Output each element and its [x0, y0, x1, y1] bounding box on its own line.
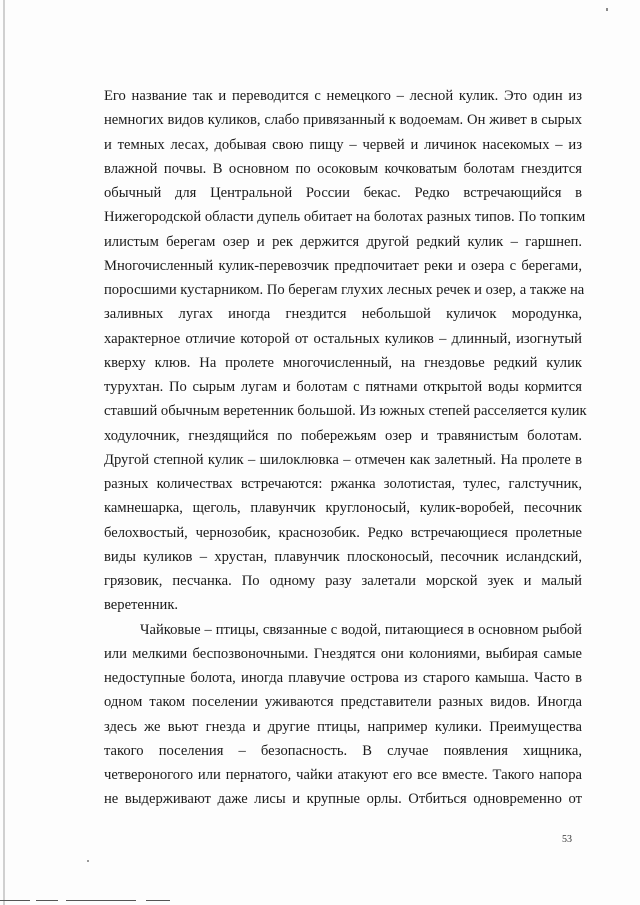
scan-speck: [87, 860, 89, 862]
text-line-paragraph-start: Чайковые – птицы, связанные с водой, питающиеся в основном рыбой: [140, 621, 582, 638]
text-line: обычный для Центральной России бекас. Редко встречающийся в: [104, 185, 582, 201]
body-text: [104, 84, 587, 812]
text-line: такого поселения – безопасность. В случае появления хищника,: [104, 742, 582, 759]
text-line: грязовик, песчанка. По одному разу залетали морской зуек и малый: [104, 573, 582, 589]
text-line-paragraph-end: веретенник.: [104, 597, 179, 614]
text-line: заливных лугах иногда гнездится небольшой куличок мородунка,: [104, 306, 582, 323]
text-line: илистым берегам озер и рек держится другой редкий кулик – гаршнеп.: [104, 233, 582, 250]
text-line: здесь же вьют гнезда и другие птицы, например кулики. Преимущества: [104, 718, 582, 735]
text-line: одном таком поселении уживаются представители разных видов. Иногда: [104, 694, 582, 711]
text-line: ставший обычным веретенник большой. Из южных степей расселяется кулик: [104, 403, 587, 420]
scan-edge-mark: [66, 900, 136, 901]
text-line: виды куликов – хрустан, плавунчик плосконосый, песочник исландский,: [104, 548, 582, 565]
text-line: характерное отличие которой от остальных куликов – длинный, изогнутый: [104, 330, 582, 347]
text-line: немногих видов куликов, слабо привязанный к водоемам. Он живет в сырых: [104, 112, 582, 129]
text-line: Другой степной кулик – шилоклювка – отмечен как залетный. На пролете в: [104, 451, 582, 468]
scan-edge-mark: [146, 900, 170, 901]
scan-edge-mark: [36, 900, 58, 901]
text-line: поросшими кустарником. По берегам глухих лесных речек и озер, а также на: [104, 282, 585, 298]
text-line: турухтан. По сырым лугам и болотам с пятнами открытой воды кормится: [104, 379, 582, 395]
text-line: четвероногого или пернатого, чайки атакуют его все вместе. Такого напора: [104, 767, 582, 783]
text-line: не выдерживают даже лисы и крупные орлы. Отбиться одновременно от: [104, 791, 582, 808]
text-line: недоступные болота, иногда плавучие острова из старого камыша. Часто в: [104, 670, 582, 686]
text-line: Его название так и переводится с немецкого – лесной кулик. Это один из: [104, 88, 582, 104]
page-number: 53: [562, 834, 572, 845]
text-line: камнешарка, щеголь, плавунчик круглоносый, кулик-воробей, песочник: [104, 500, 582, 517]
text-line: разных количествах встречаются: ржанка золотистая, тулес, галстучник,: [104, 476, 582, 492]
scan-edge-mark: [0, 900, 30, 901]
text-line: ходулочник, гнездящийся по побережьям озер и травянистым болотам.: [104, 427, 582, 444]
page-edge-shadow: [3, 0, 5, 905]
text-line: и темных лесах, добывая свою пищу – червей и личинок насекомых – из: [104, 136, 582, 153]
text-line: Нижегородской области дупель обитает на болотах разных типов. По топким: [104, 209, 586, 226]
text-line: или мелкими беспозвоночными. Гнездятся они колониями, выбирая самые: [104, 645, 582, 662]
text-line: белохвостый, чернозобик, краснозобик. Редко встречающиеся пролетные: [104, 524, 582, 541]
scan-speck: [606, 8, 608, 11]
text-line: влажной почвы. В основном по осоковым кочковатым болотам гнездится: [104, 160, 582, 177]
text-line: Многочисленный кулик-перевозчик предпочитает реки и озера с берегами,: [104, 257, 582, 274]
text-line: кверху клюв. На пролете многочисленный, на гнездовье редкий кулик: [104, 354, 582, 371]
